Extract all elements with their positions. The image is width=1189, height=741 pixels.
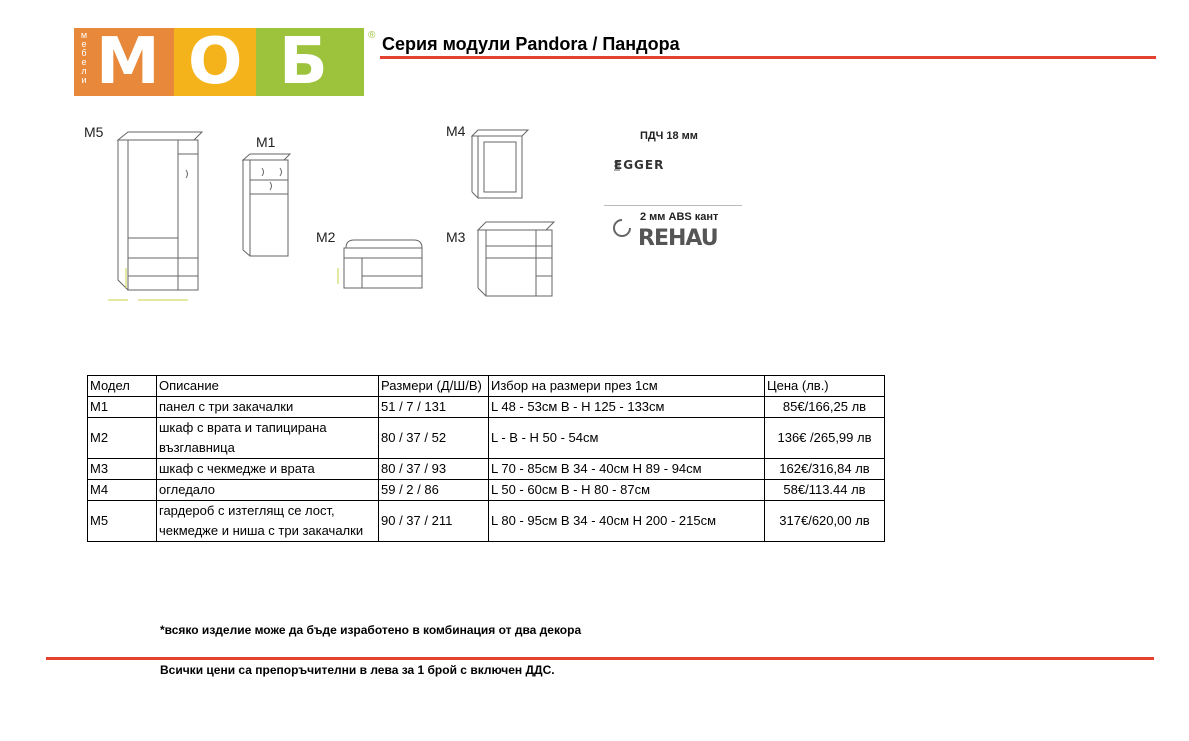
page-title: Серия модули Pandora / Пандора <box>382 34 680 54</box>
cell-dimensions: 59 / 2 / 86 <box>379 480 489 501</box>
cell-description: шкаф с чекмедже и врата <box>157 459 379 480</box>
cell-size-options: L 80 - 95см В 34 - 40см Н 200 - 215см <box>489 501 765 542</box>
table-row <box>88 480 885 501</box>
logo-letter-b: Б <box>279 25 328 99</box>
cell-description: шкаф с врата и тапицирана възглавница <box>157 418 379 459</box>
label-m1: M1 <box>256 134 276 150</box>
m3-cabinet-drawing <box>478 222 554 296</box>
table-row <box>88 459 885 480</box>
table-row <box>88 501 885 542</box>
table-row <box>88 418 885 459</box>
cell-description: панел с три закачалки <box>157 397 379 418</box>
cell-dimensions: 90 / 37 / 211 <box>379 501 489 542</box>
logo-vertical-text: мебели <box>79 30 89 84</box>
header-dimensions: Размери (Д/Ш/В) <box>379 376 489 397</box>
logo-letter-o: О <box>188 25 243 99</box>
cell-model: M5 <box>88 501 157 542</box>
cell-description: огледало <box>157 480 379 501</box>
footer-divider <box>46 657 1154 660</box>
header-price: Цена (лв.) <box>765 376 885 397</box>
cell-model: M3 <box>88 459 157 480</box>
rehau-mark <box>614 220 630 236</box>
title-underline <box>380 56 1156 59</box>
m1-panel-drawing <box>243 154 290 256</box>
cell-dimensions: 80 / 37 / 52 <box>379 418 489 459</box>
header-model: Модел <box>88 376 157 397</box>
board-spec-label: ПДЧ 18 мм <box>640 130 698 142</box>
m5-wardrobe-drawing <box>108 132 202 300</box>
cell-size-options: L 70 - 85см В 34 - 40см Н 89 - 94см <box>489 459 765 480</box>
cell-size-options: L 50 - 60см В - Н 80 - 87см <box>489 480 765 501</box>
cell-dimensions: 51 / 7 / 131 <box>379 397 489 418</box>
cell-price: 58€/113.44 лв <box>765 480 885 501</box>
cell-model: M2 <box>88 418 157 459</box>
header-size-options: Избор на размери през 1см <box>489 376 765 397</box>
cell-model: M1 <box>88 397 157 418</box>
cell-dimensions: 80 / 37 / 93 <box>379 459 489 480</box>
badge-divider <box>604 205 742 206</box>
cell-price: 136€ /265,99 лв <box>765 418 885 459</box>
cell-price: 85€/166,25 лв <box>765 397 885 418</box>
table-row <box>88 397 885 418</box>
rehau-logo: REHAU <box>638 226 718 251</box>
price-disclaimer: Всички цени са препоръчителни в лева за 1 брой с включен ДДС. <box>160 663 555 677</box>
egger-logo: EGGER <box>614 158 665 172</box>
m4-mirror-drawing <box>472 130 528 198</box>
cell-description: гардероб с изтеглящ се лост, чекмедже и ниша с три закачалки <box>157 501 379 542</box>
edge-spec-label: 2 мм ABS кант <box>640 211 719 223</box>
header-description: Описание <box>157 376 379 397</box>
logo-letter-m: М <box>96 25 160 99</box>
label-m5: M5 <box>84 124 104 140</box>
decor-note: *всяко изделие може да бъде изработено в комбинация от два декора <box>160 623 582 637</box>
cell-model: M4 <box>88 480 157 501</box>
cell-price: 317€/620,00 лв <box>765 501 885 542</box>
label-m2: M2 <box>316 229 336 245</box>
label-m4: M4 <box>446 123 466 139</box>
table-header-row <box>88 376 885 397</box>
cell-size-options: L - В - Н 50 - 54см <box>489 418 765 459</box>
brand-logo <box>74 25 364 99</box>
m2-bench-drawing <box>338 240 422 288</box>
label-m3: M3 <box>446 229 466 245</box>
price-table <box>87 375 885 542</box>
cell-price: 162€/316,84 лв <box>765 459 885 480</box>
cell-size-options: L 48 - 53см В - Н 125 - 133см <box>489 397 765 418</box>
registered-mark: ® <box>368 30 376 41</box>
